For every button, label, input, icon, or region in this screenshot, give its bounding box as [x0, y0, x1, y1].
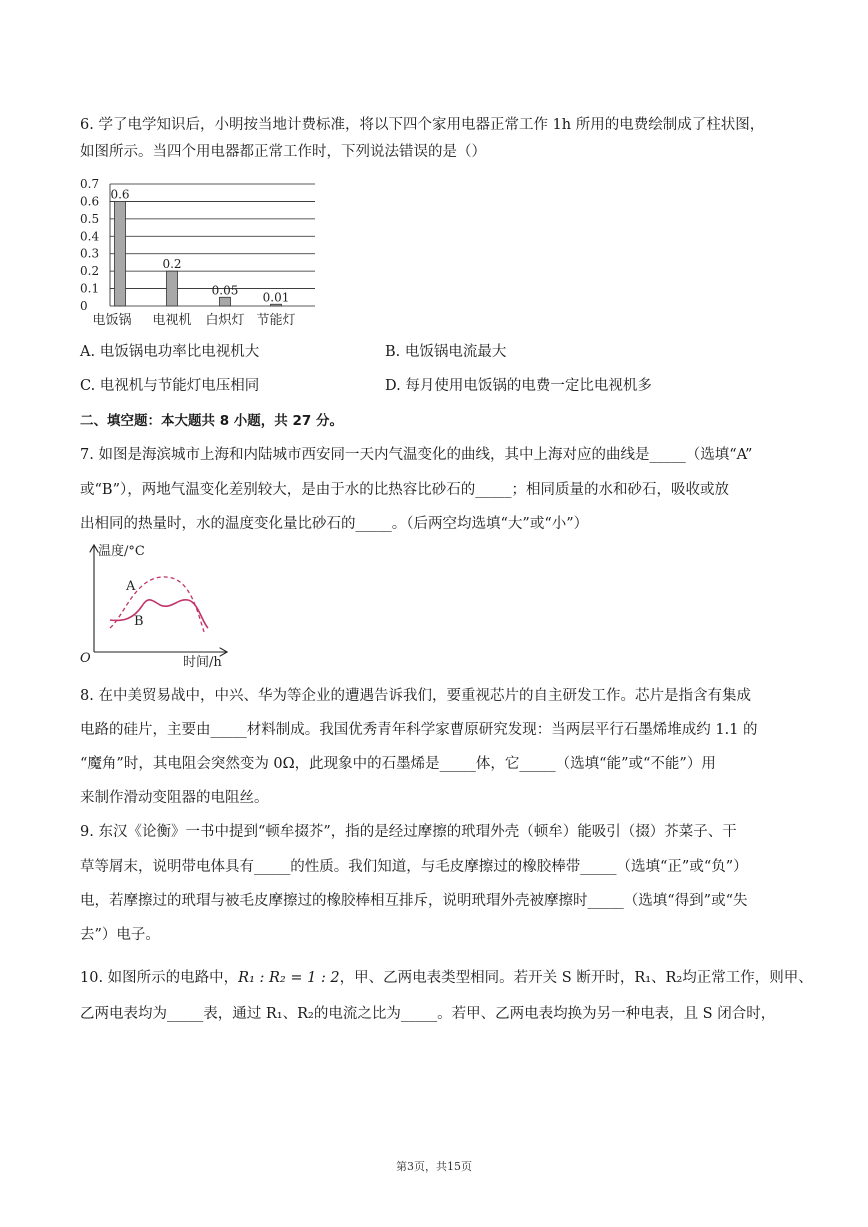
y-tick-label: 0.6: [80, 194, 100, 209]
y-tick-label: 0.2: [80, 264, 100, 279]
q6-option-c: C. 电视机与节能灯电压相同: [80, 378, 260, 394]
q6-bar-chart: [80, 172, 340, 332]
q8-line2: 电路的硅片，主要由_____材料制成。我国优秀青年科学家曹原研究发现：当两层平行石墨烯堆成约 1.1 的: [80, 722, 758, 738]
graph-origin: O: [80, 651, 91, 666]
bar: [220, 297, 231, 306]
bar: [271, 304, 282, 306]
bar-value-label: 0.05: [211, 283, 239, 298]
curve-a-dashed: [110, 577, 204, 632]
graph-xlabel: 时间/h: [183, 655, 222, 670]
q9-line4: 去”）电子。: [80, 927, 160, 943]
bar-value-label: 0.2: [162, 257, 182, 272]
q7-line1: 7. 如图是海滨城市上海和内陆城市西安同一天内气温变化的曲线，其中上海对应的曲线是_____（选填“A”: [80, 447, 753, 463]
y-tick-label: 0.1: [80, 281, 100, 296]
y-tick-label: 0.4: [80, 229, 100, 244]
q10-line1-pre: 10. 如图所示的电路中，: [80, 970, 239, 986]
q6-option-a: A. 电饭锅电功率比电视机大: [80, 344, 260, 360]
q6-line1: 6. 学了电学知识后，小明按当地计费标准，将以下四个家用电器正常工作 1h 所用的电费绘制成了柱状图，: [80, 117, 765, 133]
q6-option-b: B. 电饭锅电流最大: [385, 344, 507, 360]
q7-line3: 出相同的热量时，水的温度变化量比砂石的_____。（后两空均选填“大”或“小”）: [80, 516, 589, 532]
category-label: 节能灯: [256, 313, 296, 328]
y-tick-label: 0.7: [80, 177, 100, 191]
page-footer: 第3页，共15页: [396, 1160, 472, 1173]
q10-line1: [80, 966, 813, 987]
bar: [167, 271, 178, 306]
q10-ratio: R₁ : R₂ = 1 : 2: [238, 970, 340, 986]
category-label: 白炽灯: [205, 313, 245, 328]
q9-line2: 草等屑末，说明带电体具有_____的性质。我们知道，与毛皮摩擦过的橡胶棒带_____（选填“正”或“负”）: [80, 859, 748, 875]
y-tick-label: 0: [80, 299, 88, 313]
q8-line4: 来制作滑动变阻器的电阻丝。: [80, 790, 269, 806]
bar: [115, 201, 126, 306]
q8-line1: 8. 在中美贸易战中，中兴、华为等企业的遭遇告诉我们，要重视芯片的自主研发工作。芯片是指含有集成: [80, 688, 751, 704]
q7-line2: 或“B”），两地气温变化差别较大，是由于水的比热容比砂石的_____；相同质量的水和砂石，吸收或放: [80, 482, 729, 498]
category-label: 电饭锅: [92, 313, 132, 328]
bar-value-label: 0.6: [110, 187, 130, 202]
bar-value-label: 0.01: [262, 290, 290, 305]
section-heading: 二、填空题：本大题共 8 小题，共 27 分。: [80, 413, 343, 429]
q10-line1-post: ，甲、乙两电表类型相同。若开关 S 断开时，R₁、R₂均正常工作，则甲、: [339, 970, 813, 986]
q6-line2: 如图所示。当四个用电器都正常工作时，下列说法错误的是（）: [80, 144, 486, 160]
category-label: 电视机: [152, 313, 192, 328]
q9-line1: 9. 东汉《论衡》一书中提到“顿牟掇芥”，指的是经过摩擦的玳瑁外壳（顿牟）能吸引（掇）芥菜子、干: [80, 824, 737, 840]
q7-temperature-graph: [76, 540, 236, 670]
q9-line3: 电，若摩擦过的玳瑁与被毛皮摩擦过的橡胶棒相互排斥，说明玳瑁外壳被摩擦时_____（选填“得到”或“失: [80, 893, 748, 909]
y-tick-label: 0.3: [80, 246, 100, 261]
curve-b-solid: [110, 600, 208, 628]
q6-option-d: D. 每月使用电饭锅的电费一定比电视机多: [385, 378, 652, 394]
curve-a-label: A: [126, 579, 136, 594]
q10-line2: 乙两电表均为_____表，通过 R₁、R₂的电流之比为_____。若甲、乙两电表均换为另一种电表，且 S 闭合时，: [80, 1006, 776, 1022]
graph-ylabel: 温度/°C: [98, 544, 145, 559]
q8-line3: “魔角”时，其电阻会突然变为 0Ω，此现象中的石墨烯是_____体，它_____（选填“能”或“不能”）用: [80, 756, 716, 772]
curve-b-label: B: [134, 614, 144, 629]
y-tick-label: 0.5: [80, 211, 100, 226]
